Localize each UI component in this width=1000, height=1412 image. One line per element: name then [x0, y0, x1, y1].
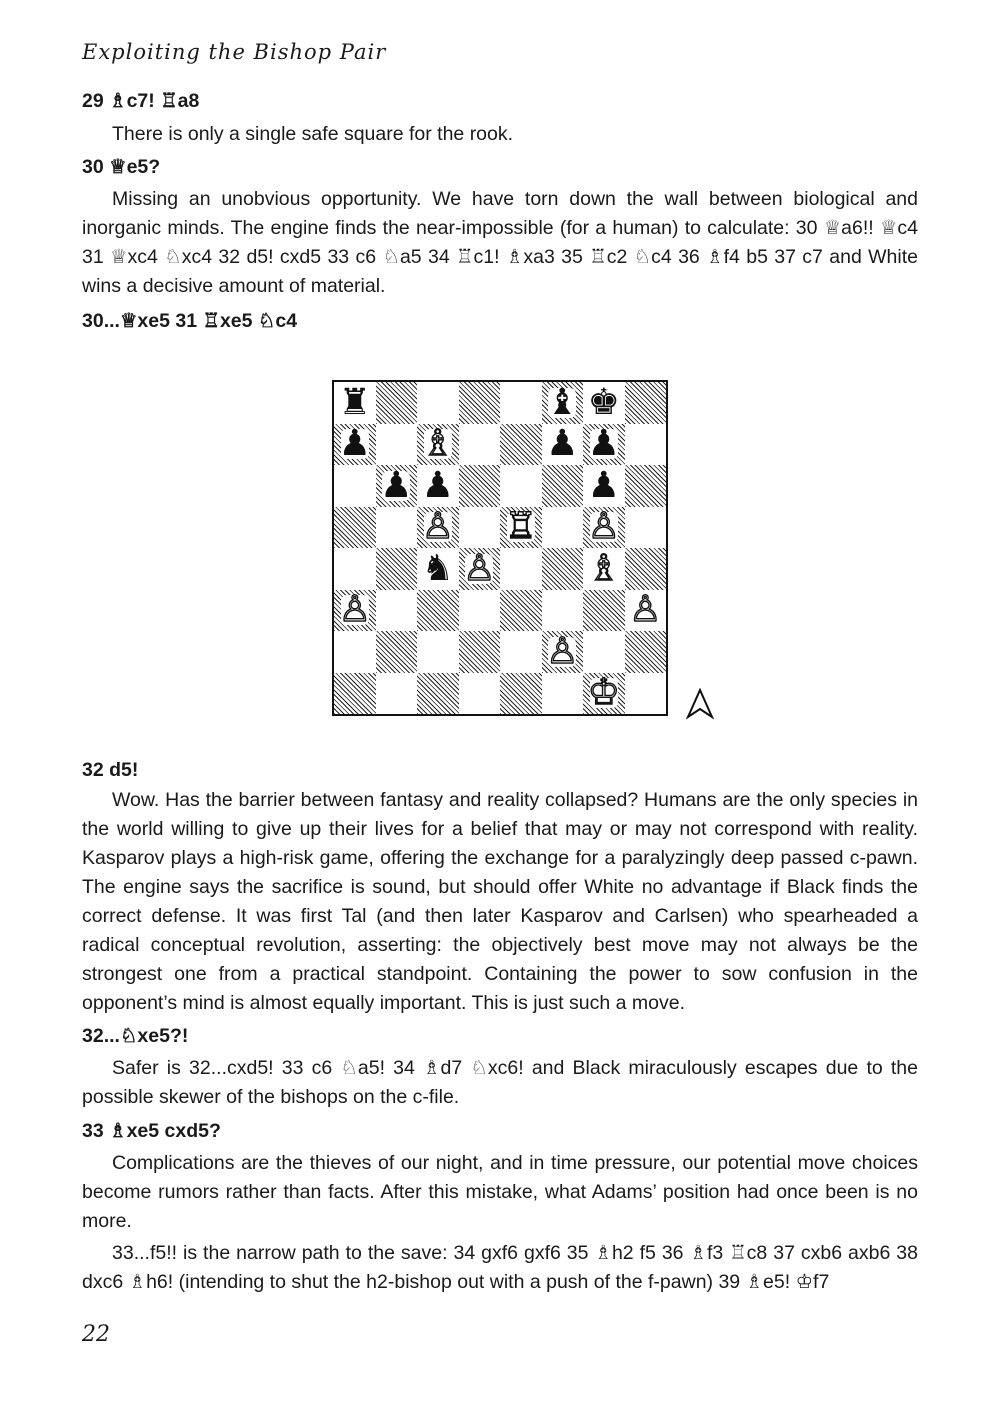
- square-d1: [459, 673, 501, 715]
- square-h8: [625, 382, 667, 424]
- square-f6: [542, 465, 584, 507]
- square-d7: [459, 424, 501, 466]
- piece-white-f2: ♙: [546, 630, 579, 672]
- page-number: 22: [82, 1322, 110, 1347]
- move-30-reply: 30...♕xe5 31 ♖xe5 ♘c4: [82, 310, 298, 332]
- piece-white-c5: ♙: [421, 506, 454, 548]
- square-b4: [376, 548, 418, 590]
- square-g2: [583, 631, 625, 673]
- paragraph-6: 33...f5!! is the narrow path to the save: 34 gxf6 gxf6 35 ♗h2 f5 36 ♗f3 ♖c8 37 cxb6 axb6 38 dxc6 ♗h6! (intending to shut the h2-bishop out with a push of the f-pawn) 39 ♗e5! ♔f7: [82, 1242, 918, 1293]
- square-a4: [334, 548, 376, 590]
- square-h5: [625, 507, 667, 549]
- paragraph-5: Complications are the thieves of our night, and in time pressure, our potential move choices become rumors rather than facts. After this mistake, what Adams’ position had once been is no more.: [82, 1152, 918, 1232]
- square-c2: [417, 631, 459, 673]
- square-d2: [459, 631, 501, 673]
- chess-board: [332, 380, 668, 716]
- square-c1: [417, 673, 459, 715]
- piece-white-g5: ♙: [587, 506, 620, 548]
- piece-white-d4: ♙: [463, 547, 496, 589]
- move-32-reply: 32...♘xe5?!: [82, 1025, 189, 1047]
- piece-white-e5: ♖: [504, 506, 537, 548]
- piece-black-g8: ♚: [587, 381, 620, 423]
- square-f1: [542, 673, 584, 715]
- square-b2: [376, 631, 418, 673]
- piece-white-a3: ♙: [338, 589, 371, 631]
- square-b8: [376, 382, 418, 424]
- square-e2: [500, 631, 542, 673]
- piece-white-g4: ♗: [587, 547, 620, 589]
- white-to-move-icon: [686, 688, 714, 720]
- move-33: 33 ♗xe5 cxd5?: [82, 1120, 221, 1142]
- paragraph-1: There is only a single safe square for the rook.: [112, 123, 514, 145]
- piece-black-f7: ♟: [546, 423, 579, 465]
- square-c3: [417, 590, 459, 632]
- square-d3: [459, 590, 501, 632]
- piece-black-c4: ♞: [421, 547, 454, 589]
- square-d6: [459, 465, 501, 507]
- move-29: 29 ♗c7! ♖a8: [82, 90, 200, 112]
- square-e4: [500, 548, 542, 590]
- square-b7: [376, 424, 418, 466]
- square-c8: [417, 382, 459, 424]
- square-a2: [334, 631, 376, 673]
- square-b3: [376, 590, 418, 632]
- piece-black-f8: ♝: [546, 381, 579, 423]
- piece-black-c6: ♟: [421, 464, 454, 506]
- square-e6: [500, 465, 542, 507]
- square-e7: [500, 424, 542, 466]
- square-a1: [334, 673, 376, 715]
- running-head: Exploiting the Bishop Pair: [82, 40, 387, 64]
- piece-black-g7: ♟: [587, 423, 620, 465]
- square-b1: [376, 673, 418, 715]
- piece-black-a8: ♜: [338, 381, 371, 423]
- square-d8: [459, 382, 501, 424]
- square-h4: [625, 548, 667, 590]
- square-e3: [500, 590, 542, 632]
- paragraph-4: Safer is 32...cxd5! 33 c6 ♘a5! 34 ♗d7 ♘xc6! and Black miraculously escapes due to the possible skewer of the bishops on the c-file.: [82, 1057, 918, 1108]
- square-h6: [625, 465, 667, 507]
- move-30: 30 ♕e5?: [82, 156, 161, 178]
- piece-white-c7: ♗: [421, 423, 454, 465]
- square-h1: [625, 673, 667, 715]
- square-b5: [376, 507, 418, 549]
- square-h7: [625, 424, 667, 466]
- square-a6: [334, 465, 376, 507]
- square-e8: [500, 382, 542, 424]
- square-f3: [542, 590, 584, 632]
- square-g3: [583, 590, 625, 632]
- piece-white-g1: ♔: [587, 672, 620, 714]
- chess-diagram: [332, 380, 668, 716]
- paragraph-2: Missing an unobvious opportunity. We have torn down the wall between biological and inorganic minds. The engine finds the near-impossible (for a human) to calculate: 30 ♕a6!! ♕c4 31 ♕xc4 ♘xc4 32 d5! cxd5 33 c6 ♘a5 34 ♖c1! ♗xa3 35 ♖c2 ♘c4 36 ♗f4 b5 37 c7 and White wins a decisive amount of material.: [82, 188, 918, 297]
- square-a5: [334, 507, 376, 549]
- square-e1: [500, 673, 542, 715]
- square-f5: [542, 507, 584, 549]
- piece-white-h3: ♙: [629, 589, 662, 631]
- paragraph-3: Wow. Has the barrier between fantasy and reality collapsed? Humans are the only species in the world willing to give up their lives for a belief that may or may not correspond with reality. Kasparov plays a high-risk game, offering the exchange for a paralyzingly deep passed c-pawn. The engine says the sacrifice is sound, but should offer White no advantage if Black finds the correct defense. It was first Tal (and then later Kasparov and Carlsen) who spearheaded a radical conceptual revolution, asserting: the objectively best move may not always be the strongest one from a practical standpoint. Containing the power to sow confusion in the opponent’s mind is almost equally important. This is just such a move.: [82, 789, 918, 1014]
- piece-black-b6: ♟: [380, 464, 413, 506]
- piece-black-a7: ♟: [338, 423, 371, 465]
- square-h2: [625, 631, 667, 673]
- square-f4: [542, 548, 584, 590]
- square-d5: [459, 507, 501, 549]
- piece-black-g6: ♟: [587, 464, 620, 506]
- move-32: 32 d5!: [82, 759, 139, 781]
